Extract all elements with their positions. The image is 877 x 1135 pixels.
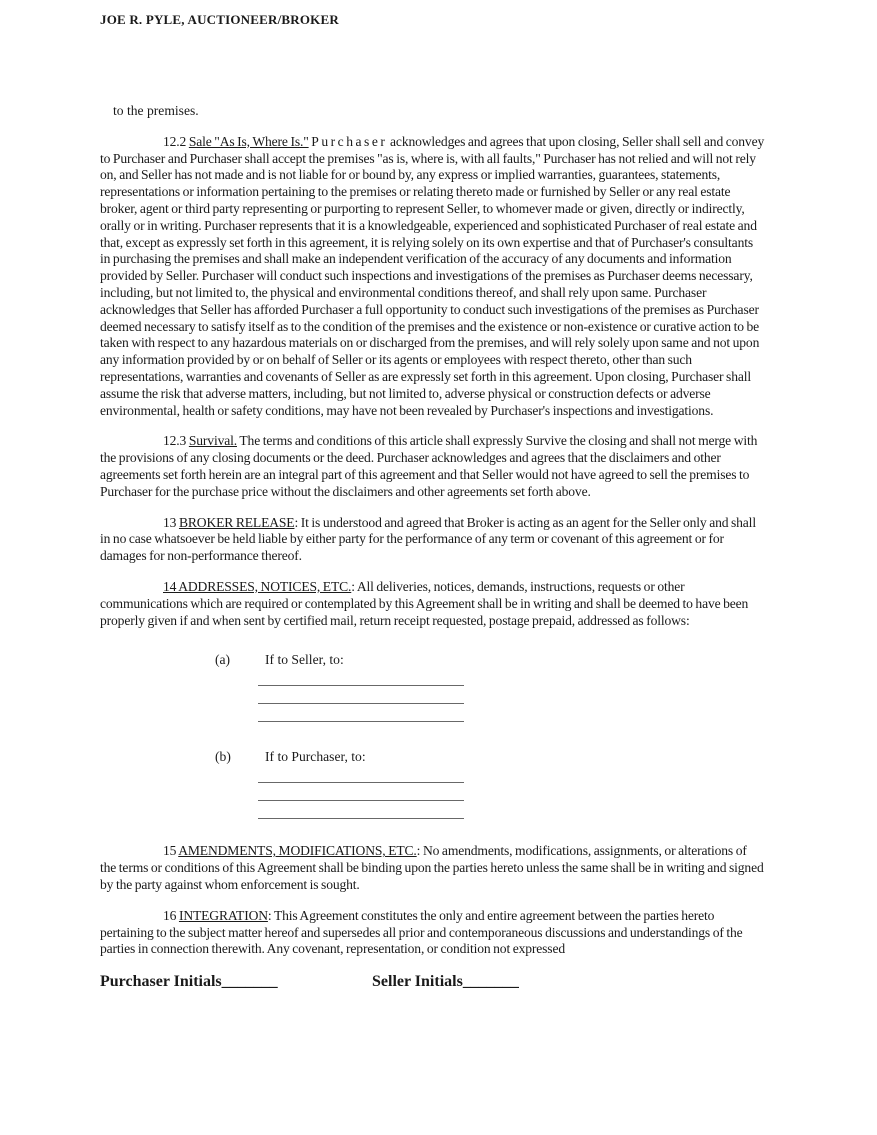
section-16-paragraph xyxy=(100,908,765,958)
purchaser-address-caption: If to Purchaser, to: xyxy=(265,749,366,765)
seller-address-row xyxy=(215,651,765,668)
purchaser-initials-line: _______ xyxy=(221,973,278,991)
purchaser-initials xyxy=(100,972,372,992)
seller-address-block xyxy=(215,651,765,722)
section-15-heading: AMENDMENTS, MODIFICATIONS, ETC. xyxy=(178,843,417,859)
seller-address-caption: If to Seller, to: xyxy=(265,652,344,668)
notice-addresses xyxy=(100,651,765,819)
purchaser-address-row xyxy=(215,748,765,765)
section-13-paragraph xyxy=(100,515,765,565)
initials-footer xyxy=(100,972,765,992)
seller-initials-line: _______ xyxy=(462,973,519,991)
seller-initials-label: Seller Initials xyxy=(372,973,463,991)
section-13-number: 13 xyxy=(163,514,177,530)
purchaser-address-line-3 xyxy=(258,801,464,819)
section-13-heading: BROKER RELEASE xyxy=(178,514,295,530)
purchaser-address-block xyxy=(215,748,765,819)
seller-initials xyxy=(372,972,519,992)
seller-address-item-label: (a) xyxy=(215,652,231,668)
section-12-3-body: The terms and conditions of this article shall expressly Survive the closing and shall not merge with the provisions of any closing documents or the deed. Purchaser acknowledges and agrees that the disclaimers and other agreements set forth herein are an integral part of this agreement and that Seller would not have agreed to sell the premises to Purchaser for the purchase price without the disclaimers and other agreements set forth above. xyxy=(100,433,758,499)
section-14-paragraph xyxy=(100,579,765,629)
section-12-2-number: 12.2 xyxy=(163,133,187,149)
section-16-number: 16 xyxy=(163,907,177,923)
section-14-colon: : xyxy=(351,578,355,594)
section-16-colon: : xyxy=(267,907,272,923)
section-14-heading: 14 ADDRESSES, NOTICES, ETC. xyxy=(163,578,352,594)
seller-address-line-2 xyxy=(258,686,464,704)
section-12-2-paragraph xyxy=(100,134,765,420)
seller-address-line-3 xyxy=(258,704,464,722)
section-12-2-body: acknowledges and agrees that upon closing, Seller shall sell and convey to Purchaser and Purchaser shall accept the premises "as is, where is, with all faults," Purchaser has not relied and will not rely on, and Seller has not made and is not liable for or bound by, any express or implied warranties, guarantees, statements, representations or information pertaining to the premises or relating thereto made or furnished by Seller or any real estate broker, agent or third party representing or purporting to represent Seller, to whomever made or given, directly or indirectly, orally or in writing. Purchaser represents that it is a knowledgeable, experienced and sophisticated Purchaser of real estate and that, except as expressly set forth in this agreement, it is relying solely on its own expertise and that of Purchaser's consultants in purchasing the premises and shall make an independent verification of the accuracy of any documents and information provided by Seller. Purchaser will conduct such inspections and investigations of the premises as Purchaser deems necessary, including, but not limited to, the physical and environmental conditions thereof, and shall rely upon same. Purchaser acknowledges that Seller has afforded Purchaser a full opportunity to conduct such investigations of the premises as Purchaser deemed necessary to satisfy itself as to the condition of the premises and the existence or non-existence or curative action to be taken with respect to any hazardous materials on or discharged from the premises, and will rely solely upon same and not upon any information provided by or on behalf of Seller or its agents or employees with respect thereto, other than such representations, warranties and covenants of Seller as are expressly set forth in this agreement. Upon closing, Purchaser shall assume the risk that adverse matters, including, but not limited to, adverse physical or construction defects or adverse environmental, health or safety conditions, may have not been revealed by Purchaser's inspections and investigations. xyxy=(100,133,765,418)
section-16-body: This Agreement constitutes the only and entire agreement between the parties hereto pertaining to the subject matter hereof and supersedes all prior and contemporaneous discussions and understandings of the parties in connection therewith. Any covenant, representation, or condition not expressed xyxy=(100,907,743,957)
section-12-2-heading: Sale "As Is, Where Is." xyxy=(188,133,309,149)
purchaser-initials-label: Purchaser Initials xyxy=(100,973,222,991)
purchaser-address-line-1 xyxy=(258,765,464,783)
section-15-body: No amendments, modifications, assignments, or alterations of the terms or conditions of this Agreement shall be binding upon the parties hereto unless the same shall be in writing and signed by the party against whom enforcement is sought. xyxy=(100,843,764,892)
section-15-number: 15 xyxy=(163,843,177,859)
purchaser-address-item-label: (b) xyxy=(215,749,231,765)
section-15-paragraph xyxy=(100,843,765,893)
section-12-3-paragraph xyxy=(100,433,765,500)
document-header: JOE R. PYLE, AUCTIONEER/BROKER xyxy=(100,12,339,27)
section-13-colon: : xyxy=(294,514,299,530)
section-14-body: All deliveries, notices, demands, instructions, requests or other communications which are required or contemplated by this Agreement shall be in writing and shall be deemed to have been properly given if and when sent by certified mail, return receipt requested, postage prepaid, addressed as follows: xyxy=(100,578,749,628)
seller-address-line-1 xyxy=(258,668,464,686)
section-12-2-spaced-word: Purchaser xyxy=(311,133,388,149)
section-13-body: It is understood and agreed that Broker is acting as an agent for the Seller only and shall in no case whatsoever be held liable by either party for the performance of any term or covenant of this agreement or for damages for non-performance thereof. xyxy=(100,514,756,564)
continuation-line: to the premises. xyxy=(113,103,199,118)
purchaser-address-line-2 xyxy=(258,783,464,801)
section-15-colon: : xyxy=(416,843,421,859)
section-12-3-number: 12.3 xyxy=(163,433,187,449)
section-16-heading: INTEGRATION xyxy=(178,907,268,923)
section-12-3-heading: Survival. xyxy=(188,433,237,449)
